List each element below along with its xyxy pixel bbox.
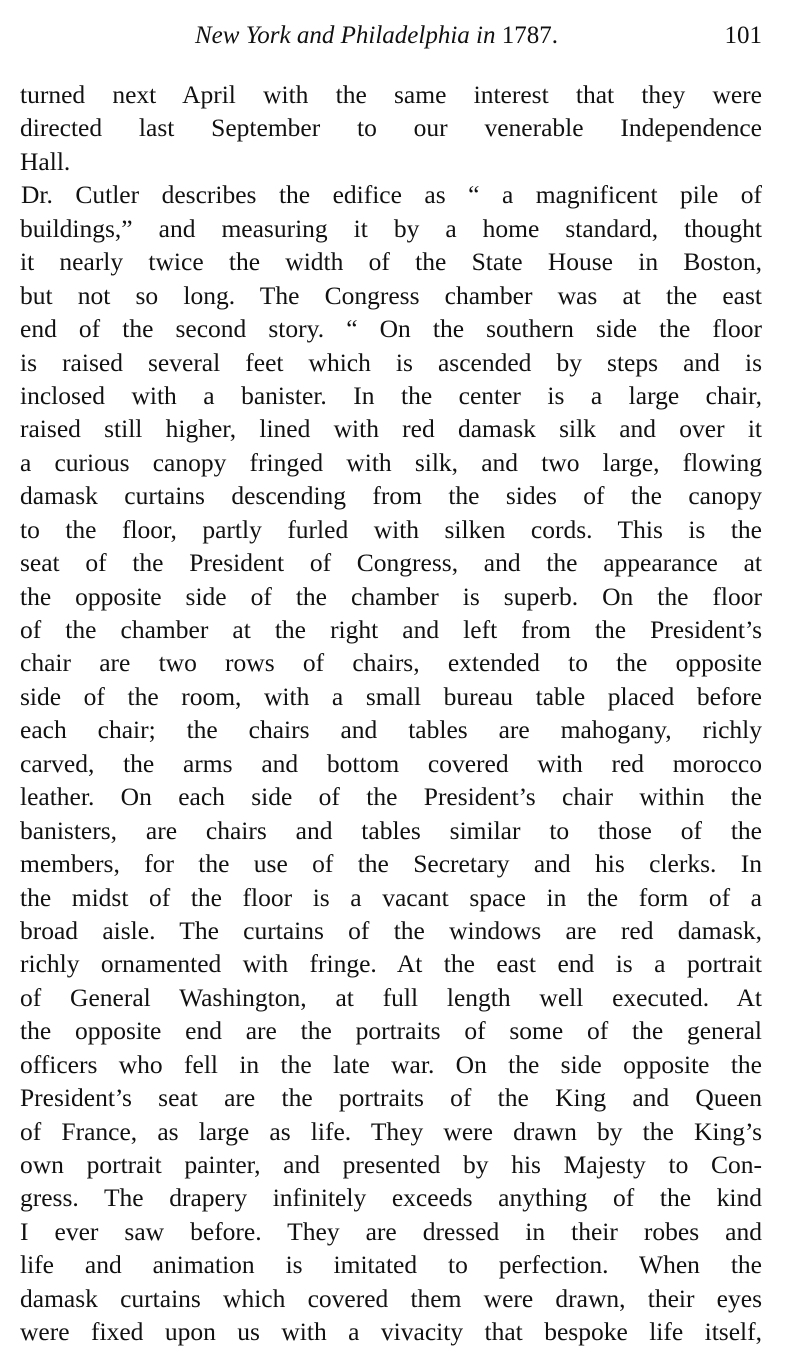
running-header [20,22,762,58]
text-line: own portrait painter, and presented by his Majesty to Con- [20,1150,762,1179]
text-line: Hall. [20,146,71,176]
text-line: of France, as large as life. They were drawn by the King’s [20,1116,762,1146]
text-line: end of the second story. “ On the southern side the floor [20,314,762,344]
text-line: turned next April with the same interest that they were [20,80,762,109]
text-line: the opposite side of the chamber is superb. On the floor [20,581,762,611]
body-text [20,78,762,1349]
text-line: raised still higher, lined with red damask silk and over it [20,414,762,444]
text-line: officers who fell in the late war. On the side opposite the [20,1049,762,1079]
text-line: to the floor, partly furled with silken cords. This is the [20,514,762,544]
running-title-year: 1787. [501,22,558,49]
text-line: buildings,” and measuring it by a home standard, thought [20,213,762,243]
text-line: side of the room, with a small bureau table placed before [20,681,762,711]
running-title-text: New York and Philadelphia in [195,22,496,49]
running-title [195,22,558,50]
paragraph-first-line: Dr. Cutler describes the edifice as “ a magnificent pile of [21,180,762,210]
text-line: each chair; the chairs and tables are mahogany, richly [20,715,762,745]
text-line: inclosed with a banister. In the center is a large chair, [20,380,762,410]
text-line: I ever saw before. They are dressed in their robes and [20,1216,762,1246]
text-line: were fixed upon us with a vivacity that bespoke life itself, [20,1317,762,1347]
text-line: damask curtains descending from the sides of the canopy [20,481,762,511]
text-line: President’s seat are the portraits of the King and Queen [20,1083,762,1113]
text-line: of General Washington, at full length well executed. At [20,982,762,1012]
text-line: chair are two rows of chairs, extended to the opposite [20,648,762,678]
text-line: is raised several feet which is ascended by steps and is [20,347,762,377]
text-line: the midst of the floor is a vacant space in the form of a [20,882,762,912]
text-line: it nearly twice the width of the State House in Boston, [20,247,762,277]
text-line: of the chamber at the right and left from the President’s [20,615,762,644]
text-line: banisters, are chairs and tables similar to those of the [20,815,762,845]
text-line: life and animation is imitated to perfection. When the [20,1250,762,1280]
page-number: 101 [724,22,762,49]
text-line: directed last September to our venerable Independence [20,113,762,143]
text-line: but not so long. The Congress chamber was at the east [20,280,762,310]
text-line: the opposite end are the portraits of some of the general [20,1016,762,1046]
text-line: gress. The drapery infinitely exceeds anything of the kind [20,1183,762,1213]
text-line: broad aisle. The curtains of the windows are red damask, [20,915,762,945]
text-line: leather. On each side of the President’s chair within the [20,782,762,812]
text-line: seat of the President of Congress, and the appearance at [20,548,762,578]
text-line: a curious canopy fringed with silk, and two large, flowing [20,447,762,477]
text-line: carved, the arms and bottom covered with red morocco [20,748,762,778]
text-line: richly ornamented with fringe. At the east end is a portrait [20,949,762,979]
text-line: members, for the use of the Secretary and his clerks. In [20,849,762,879]
text-line: damask curtains which covered them were drawn, their eyes [20,1283,762,1313]
